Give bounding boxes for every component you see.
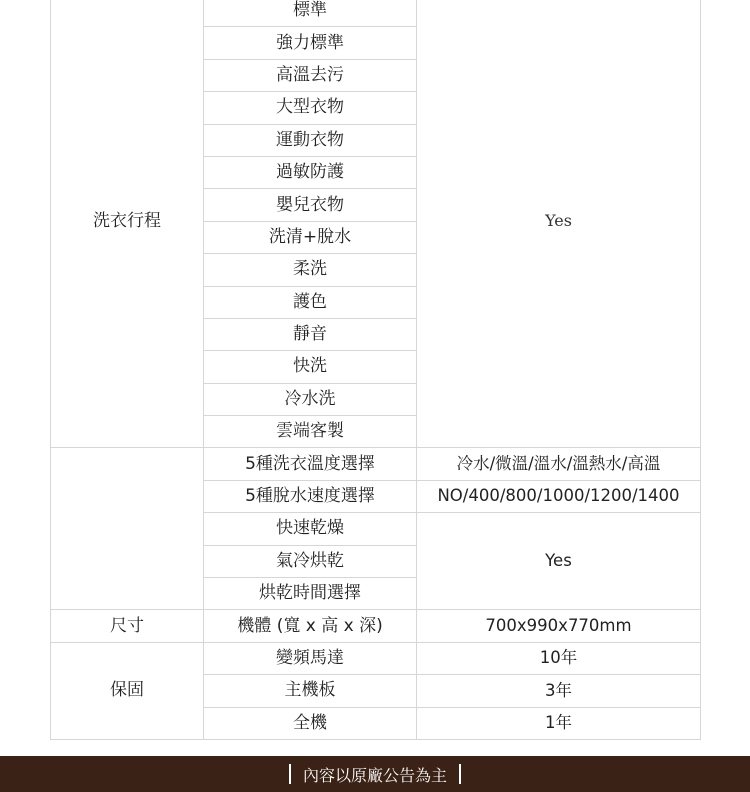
footer-note: 內容以原廠公告為主 <box>302 765 447 785</box>
spec-label: 洗清+脫水 <box>204 221 417 253</box>
category-size: 尺寸 <box>51 610 204 642</box>
table-row <box>51 448 701 480</box>
spec-label: 機體 (寬 x 高 x 深) <box>204 610 417 642</box>
divider-bar-right <box>459 764 461 784</box>
spec-label: 護色 <box>204 286 417 318</box>
spec-table <box>50 0 701 740</box>
spec-label: 5種脫水速度選擇 <box>204 480 417 512</box>
spec-label: 5種洗衣溫度選擇 <box>204 448 417 480</box>
spec-value: 3年 <box>417 675 701 707</box>
spec-label: 柔洗 <box>204 254 417 286</box>
spec-label: 強力標準 <box>204 27 417 59</box>
spec-label: 標準 <box>204 0 417 27</box>
spec-label: 冷水洗 <box>204 383 417 415</box>
spec-label: 氣冷烘乾 <box>204 545 417 577</box>
table-row <box>51 610 701 642</box>
spec-value: Yes <box>417 0 701 448</box>
spec-label: 主機板 <box>204 675 417 707</box>
spec-value: 10年 <box>417 642 701 674</box>
spec-value: Yes <box>417 513 701 610</box>
spec-label: 雲端客製 <box>204 416 417 448</box>
table-row <box>51 0 701 27</box>
category-warranty: 保固 <box>51 642 204 739</box>
spec-label: 過敏防護 <box>204 156 417 188</box>
spec-value: 冷水/微溫/溫水/溫熱水/高溫 <box>417 448 701 480</box>
spec-label: 快速乾燥 <box>204 513 417 545</box>
category-wash-programs-empty <box>51 448 204 610</box>
spec-label: 全機 <box>204 707 417 739</box>
spec-value: 700x990x770mm <box>417 610 701 642</box>
spec-value: 1年 <box>417 707 701 739</box>
spec-label: 快洗 <box>204 351 417 383</box>
divider-bar-left <box>289 764 291 784</box>
category-wash-programs: 洗衣行程 <box>51 0 204 448</box>
spec-label: 嬰兒衣物 <box>204 189 417 221</box>
footer-banner <box>0 756 750 792</box>
spec-label: 運動衣物 <box>204 124 417 156</box>
spec-value: NO/400/800/1000/1200/1400 <box>417 480 701 512</box>
spec-label: 變頻馬達 <box>204 642 417 674</box>
spec-label: 大型衣物 <box>204 92 417 124</box>
spec-label: 靜音 <box>204 318 417 350</box>
spec-label: 烘乾時間選擇 <box>204 578 417 610</box>
spec-label: 高溫去污 <box>204 59 417 91</box>
table-row <box>51 642 701 674</box>
